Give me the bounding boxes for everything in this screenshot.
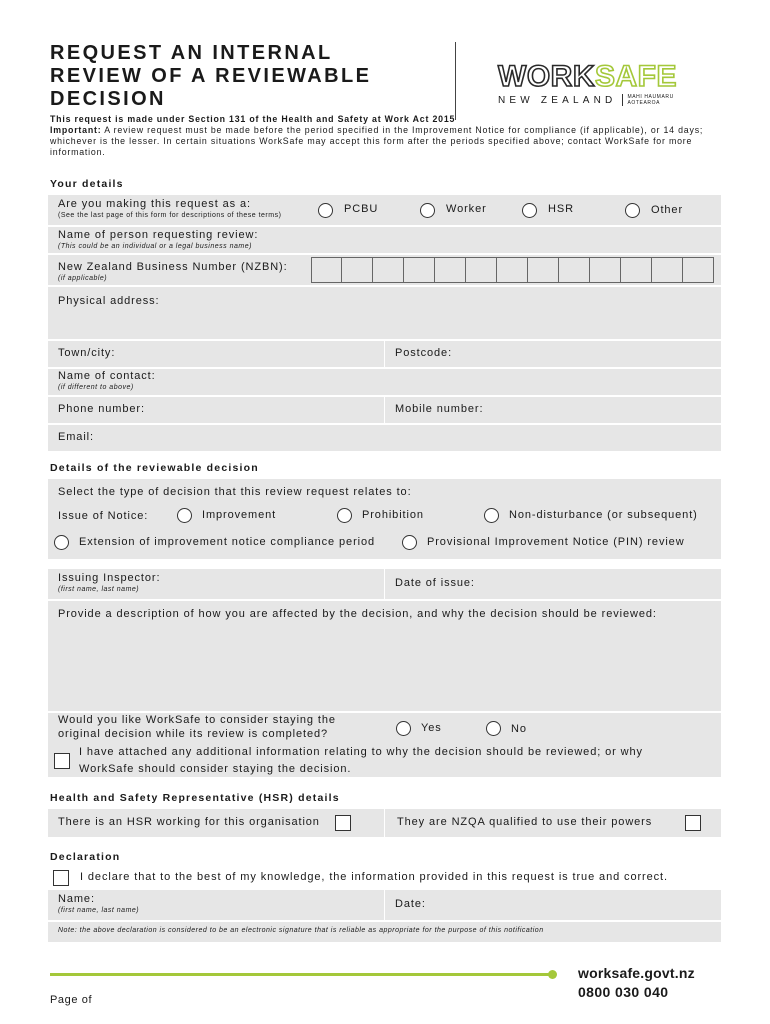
date-of-issue-field[interactable]: Date of issue: xyxy=(395,577,475,589)
page-number: Page of xyxy=(50,994,93,1006)
title-line-3: DECISION xyxy=(50,88,166,110)
logo-wordmark: WORKSAFE xyxy=(498,60,677,93)
town-field[interactable]: Town/city: xyxy=(58,347,116,359)
declaration-date-field[interactable]: Date: xyxy=(395,898,426,910)
non-disturbance-radio[interactable] xyxy=(484,508,499,523)
attached-info-checkbox[interactable] xyxy=(54,753,70,769)
mobile-field[interactable]: Mobile number: xyxy=(395,403,484,415)
footer-accent-line xyxy=(50,973,550,976)
logo-subtitle: NEW ZEALAND MAHI HAUMARU AOTEAROA xyxy=(498,94,674,106)
stay-no-radio[interactable] xyxy=(486,721,501,736)
form-title xyxy=(50,42,371,111)
nzbn-input[interactable] xyxy=(311,257,714,283)
intro-text: This request is made under Section 131 of the Health and Safety at Work Act 2015 Important: A review request must be made before the period specified in the Improvement Notice for compliance (if applicable), or 14 days; whichever is the lesser. In certain situations WorkSafe may accept this form after the periods specified above; contact WorkSafe for more information. xyxy=(50,114,704,157)
contact-name-field[interactable]: Name of contact: (if different to above) xyxy=(48,369,721,395)
declaration-name-field[interactable]: Name: xyxy=(58,893,95,905)
section-decision: Details of the reviewable decision xyxy=(50,462,259,474)
footer-phone: 0800 030 040 xyxy=(578,984,669,1000)
role-hsr-radio[interactable] xyxy=(522,203,537,218)
description-field[interactable]: Provide a description of how you are affected by the decision, and why the decision should be reviewed: xyxy=(48,601,721,711)
phone-field[interactable]: Phone number: xyxy=(58,403,145,415)
footer-accent-dot xyxy=(548,970,557,979)
hsr-working-checkbox[interactable] xyxy=(335,815,351,831)
pin-review-radio[interactable] xyxy=(402,535,417,550)
declaration-note: Note: the above declaration is considered to be an electronic signature that is reliable as appropriate for the purpose of this notification xyxy=(48,922,721,942)
worksafe-logo xyxy=(498,62,677,106)
declaration-statement: I declare that to the best of my knowledge, the information provided in this request is true and correct. xyxy=(80,871,668,883)
name-date-row: Name: (first name, last name) Date: xyxy=(48,890,721,920)
hsr-nzqa-checkbox[interactable] xyxy=(685,815,701,831)
section-hsr: Health and Safety Representative (HSR) details xyxy=(50,792,340,804)
decision-type-box: Select the type of decision that this review request relates to: Issue of Notice: Improvement Prohibition Non-disturbance (or subsequent) Extension of improvement notice compliance period Provisional Improvement Notice (PIN) review xyxy=(48,479,721,559)
section-your-details: Your details xyxy=(50,178,124,190)
role-worker-radio[interactable] xyxy=(420,203,435,218)
inspector-date-row: Issuing Inspector: (first name, last name) Date of issue: xyxy=(48,569,721,599)
person-name-field[interactable]: Name of person requesting review: (This could be an individual or a legal business name) xyxy=(48,227,721,253)
inspector-field[interactable]: Issuing Inspector: xyxy=(58,572,161,584)
role-pcbu-radio[interactable] xyxy=(318,203,333,218)
role-row: Are you making this request as a: (See the last page of this form for descriptions of these terms) PCBU Worker HSR Other xyxy=(48,195,721,225)
extension-radio[interactable] xyxy=(54,535,69,550)
attached-info-row: I have attached any additional information relating to why the decision should be reviewed; or why WorkSafe should consider staying the decision. xyxy=(48,743,721,777)
title-line-2: REVIEW OF A REVIEWABLE xyxy=(50,65,372,87)
declaration-checkbox[interactable] xyxy=(53,870,69,886)
stay-decision-row: Would you like WorkSafe to consider staying the original decision while its review is completed? Yes No xyxy=(48,713,721,743)
section-declaration: Declaration xyxy=(50,851,121,863)
footer-website: worksafe.govt.nz xyxy=(578,965,695,981)
hsr-row: There is an HSR working for this organisation They are NZQA qualified to use their powers xyxy=(48,809,721,837)
prohibition-radio[interactable] xyxy=(337,508,352,523)
physical-address-field[interactable]: Physical address: xyxy=(48,287,721,339)
postcode-field[interactable]: Postcode: xyxy=(395,347,453,359)
town-postcode-row xyxy=(48,341,721,367)
improvement-radio[interactable] xyxy=(177,508,192,523)
header-divider xyxy=(455,42,456,120)
nzbn-row: New Zealand Business Number (NZBN): (if applicable) xyxy=(48,255,721,285)
stay-yes-radio[interactable] xyxy=(396,721,411,736)
title-line-1: REQUEST AN INTERNAL xyxy=(50,42,333,64)
role-other-radio[interactable] xyxy=(625,203,640,218)
email-field[interactable]: Email: xyxy=(48,425,721,451)
phone-mobile-row xyxy=(48,397,721,423)
